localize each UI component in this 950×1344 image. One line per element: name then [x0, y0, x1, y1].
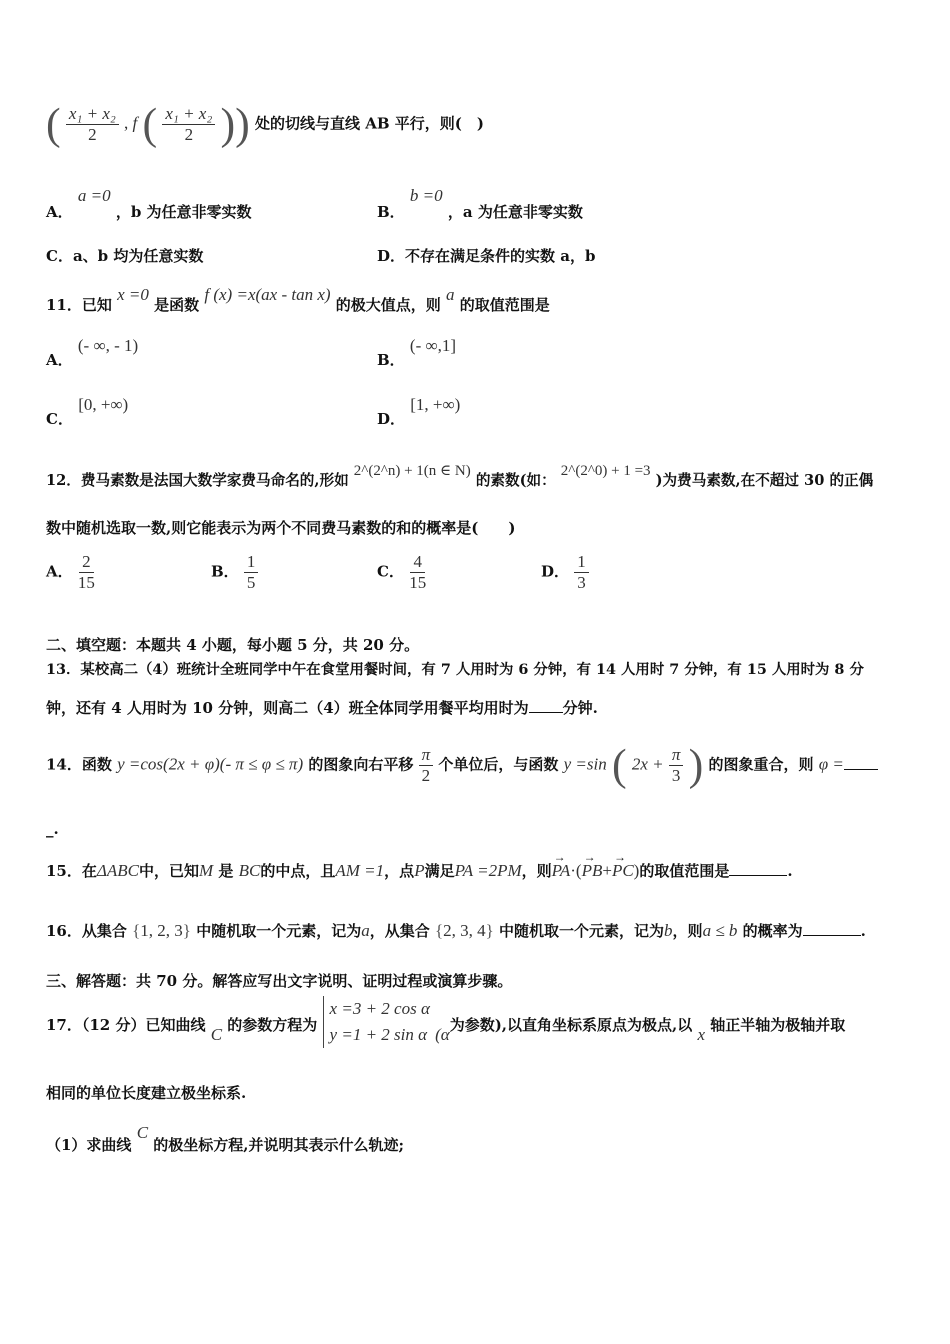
q12-option-b: B． $\frac{1}{5}$: [211, 552, 258, 593]
q13-line1: 13．某校高二（4）班统计全班同学中午在食堂用餐时间，有 7 人用时为 6 分钟，有 14 人用时 7 分钟，有 15 人用时为 8 分: [46, 661, 864, 678]
q17-line2: 相同的单位长度建立极坐标系.: [46, 1084, 247, 1102]
q14-stem: 14．函数 y =cos(2x + φ)(- π ≤ φ ≤ π) 的图象向右平移 $\frac{\pi}{2}$ 个单位后，与函数 y =sin ( 2x + $\frac{\pi}{3}$ ) 的图象重合，则 φ =: [46, 745, 878, 786]
q17-stem: 17．（12 分）已知曲线 C 的参数方程为 x =3 + 2 cos α y =1 + 2 sin α (α为参数),以直角坐标系原点为极点,以 x 轴正半轴为极轴并取: [46, 996, 845, 1048]
fraction: $\frac{1}{3}$: [574, 552, 589, 593]
q10-option-d: D．不存在满足条件的实数 a，b: [377, 247, 596, 265]
section-heading-fill-in: 二、填空题：本题共 4 小题，每小题 5 分，共 20 分。: [46, 636, 420, 654]
q11-option-a: A． (- ∞, - 1): [46, 336, 139, 369]
q10-tail: ( $\frac{\text{x₁ + x₂}}{2}$ , f ( $\frac{\text{x₁ + x₂}}{2}$ )) 处的切线与直线 AB 平行，则( ): [46, 99, 485, 149]
q10-option-b: B． b =0 ，a 为任意非零实数: [377, 186, 583, 221]
q12-option-a: A． $\frac{2}{15}$: [46, 552, 95, 592]
answer-blank[interactable]: [803, 921, 861, 936]
q12-stem: 12．费马素数是法国大数学家费马命名的,形如 2^(2^n) + 1(n ∈ N) 的素数(如： 2^(2^0) + 1 =3 )为费马素数,在不超过 30 的正偶: [46, 463, 874, 489]
q10-option-c: C．a、b 均为任意实数: [46, 247, 204, 265]
answer-blank[interactable]: [729, 861, 787, 876]
fraction: $\frac{4}{15}$: [409, 552, 427, 592]
q11-option-b: B． (- ∞,1]: [377, 336, 457, 369]
q15-stem: 15．在ΔABC中，已知M 是 BC的中点，且AM =1，点P满足PA =2PM，则→ PA·(→ PB+→ PC)的取值范围是 .: [46, 860, 793, 882]
q13-line2: 钟，还有 4 人用时为 10 分钟，则高二（4）班全体同学用餐平均用时为 分钟.: [46, 699, 598, 717]
q11-stem: 11．已知 x =0 是函数 f (x) =x(ax - tan x) 的极大值点，则 a 的取值范围是: [46, 285, 550, 314]
left-paren-icon: (: [46, 99, 61, 149]
q17-part1: （1）求曲线 C 的极坐标方程,并说明其表示什么轨迹;: [46, 1123, 405, 1154]
right-paren-icon: ): [235, 99, 250, 149]
fraction: $\frac{\pi}{3}$: [669, 745, 684, 786]
answer-blank[interactable]: [844, 755, 878, 770]
q12-stem-line2: 数中随机选取一数,则它能表示为两个不同费马素数的和的概率是( ): [46, 519, 516, 537]
q16-stem: 16．从集合 {1, 2, 3} 中随机取一个元素，记为a，从集合 {2, 3, 4} 中随机取一个元素，记为b，则a ≤ b 的概率为 .: [46, 921, 866, 940]
fraction: $\frac{\pi}{2}$: [419, 745, 434, 786]
fraction: $\frac{2}{15}$: [77, 552, 95, 592]
section-heading-solve: 三、解答题：共 70 分。解答应写出文字说明、证明过程或演算步骤。: [46, 972, 513, 990]
q14-tail: _.: [46, 820, 59, 838]
q10-option-a: A． a =0 ，b 为任意非零实数: [46, 186, 252, 221]
q12-option-d: D． $\frac{1}{3}$: [541, 552, 589, 593]
fraction: $\frac{\text{x₁ + x₂}}{2}$: [162, 104, 215, 145]
parametric-system: x =3 + 2 cos α y =1 + 2 sin α: [323, 996, 430, 1048]
q11-option-c: C． [0, +∞): [46, 395, 129, 428]
fraction: $\frac{1}{5}$: [244, 552, 259, 593]
fraction: $\frac{\text{x₁ + x₂}}{2}$: [66, 104, 119, 145]
q11-option-d: D． [1, +∞): [377, 395, 461, 428]
answer-blank[interactable]: [529, 698, 563, 713]
q12-option-c: C． $\frac{4}{15}$: [377, 552, 427, 592]
